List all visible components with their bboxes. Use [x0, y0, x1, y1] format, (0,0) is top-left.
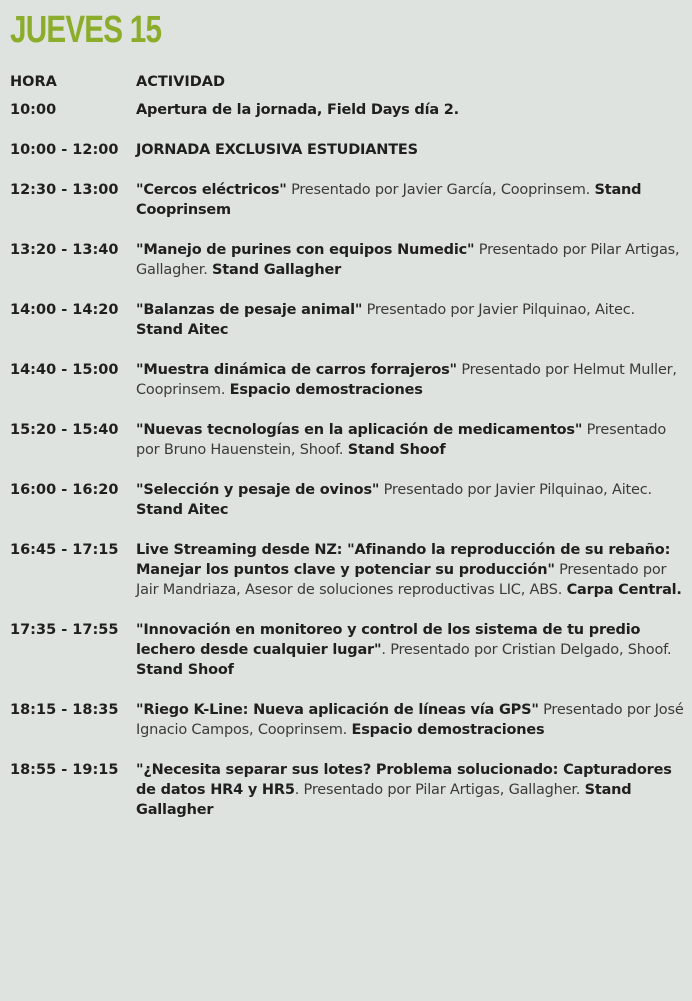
activity-text: Presentado por Javier Pilquinao, Aitec. [362, 302, 635, 318]
activity-text: Presentado por Bruno Hauenstein, Shoof. [136, 422, 667, 458]
row-time: 15:20 - 15:40 [10, 422, 119, 438]
row-activity [136, 760, 684, 820]
day-title: JUEVES 15 [10, 9, 162, 51]
column-header-activity: ACTIVIDAD [136, 74, 226, 90]
table-header [0, 72, 692, 92]
activity-text-bold: Stand Shoof [136, 662, 234, 678]
activity-text-bold: "Muestra dinámica de carros forrajeros" [136, 362, 457, 378]
activity-text-bold: "¿Necesita separar sus lotes? Problema solucionado: Capturadores de datos HR4 y HR5 [136, 762, 672, 798]
activity-text-bold: "Balanzas de pesaje animal" [136, 302, 363, 318]
activity-text-bold: Live Streaming desde NZ: "Afinando la reproducción de su rebaño: Manejar los puntos clave y potenciar su producción" [136, 542, 671, 578]
row-activity [136, 540, 684, 600]
table-row [0, 480, 692, 520]
row-activity [136, 240, 684, 280]
row-time: 13:20 - 13:40 [10, 242, 119, 258]
table-row [0, 100, 692, 120]
row-time: 17:35 - 17:55 [10, 622, 119, 638]
activity-text-bold: Stand Gallagher [136, 782, 632, 818]
row-activity [136, 300, 684, 340]
activity-text-bold: "Selección y pesaje de ovinos" [136, 482, 380, 498]
table-row [0, 700, 692, 740]
table-row [0, 760, 692, 820]
table-row [0, 540, 692, 600]
row-time: 12:30 - 13:00 [10, 182, 119, 198]
activity-text-bold: "Riego K-Line: Nueva aplicación de líneas vía GPS" [136, 702, 539, 718]
activity-text: Presentado por Jair Mandriaza, Asesor de soluciones reproductivas LIC, ABS. [136, 562, 667, 598]
activity-text: Presentado por Pilar Artigas, Gallagher. [136, 242, 680, 278]
activity-text-bold: Stand Aitec [136, 502, 229, 518]
activity-text: . Presentado por Cristian Delgado, Shoof. [381, 642, 672, 658]
row-activity [136, 140, 684, 160]
row-time: 18:55 - 19:15 [10, 762, 119, 778]
row-activity [136, 180, 684, 220]
schedule-table [0, 100, 692, 820]
row-time: 10:00 [10, 102, 57, 118]
row-activity [136, 360, 684, 400]
activity-text-bold: Carpa Central. [566, 582, 682, 598]
activity-text-bold: JORNADA EXCLUSIVA ESTUDIANTES [136, 142, 418, 158]
activity-text: Presentado por José Ignacio Campos, Cooprinsem. [136, 702, 684, 738]
row-activity [136, 100, 684, 120]
activity-text-bold: Stand Shoof [347, 442, 446, 458]
activity-text-bold: Espacio demostraciones [229, 382, 423, 398]
activity-text: Presentado por Helmut Muller, Cooprinsem. [136, 362, 677, 398]
table-row [0, 240, 692, 280]
activity-text-bold: Apertura de la jornada, Field Days día 2. [136, 102, 459, 118]
row-time: 14:00 - 14:20 [10, 302, 119, 318]
table-row [0, 140, 692, 160]
table-row [0, 420, 692, 460]
table-row [0, 620, 692, 680]
activity-text-bold: "Nuevas tecnologías en la aplicación de medicamentos" [136, 422, 583, 438]
activity-text-bold: "Innovación en monitoreo y control de los sistema de tu predio lechero desde cualquier lugar" [136, 622, 641, 658]
activity-text-bold: "Cercos eléctricos" [136, 182, 287, 198]
row-time: 16:00 - 16:20 [10, 482, 119, 498]
row-time: 16:45 - 17:15 [10, 542, 119, 558]
column-header-time: HORA [10, 74, 57, 90]
row-activity [136, 480, 684, 520]
row-time: 14:40 - 15:00 [10, 362, 119, 378]
row-activity [136, 420, 684, 460]
table-row [0, 180, 692, 220]
activity-text-bold: "Manejo de purines con equipos Numedic" [136, 242, 475, 258]
row-activity [136, 700, 684, 740]
row-activity [136, 620, 684, 680]
activity-text-bold: Espacio demostraciones [351, 722, 545, 738]
row-time: 10:00 - 12:00 [10, 142, 119, 158]
table-row [0, 360, 692, 400]
activity-text-bold: Stand Cooprinsem [136, 182, 642, 218]
activity-text: . Presentado por Pilar Artigas, Gallagher. [294, 782, 585, 798]
row-time: 18:15 - 18:35 [10, 702, 119, 718]
table-row [0, 300, 692, 340]
activity-text-bold: Stand Gallagher [212, 262, 342, 278]
activity-text: Presentado por Javier Pilquinao, Aitec. [379, 482, 652, 498]
activity-text-bold: Stand Aitec [136, 322, 229, 338]
activity-text: Presentado por Javier García, Cooprinsem. [286, 182, 595, 198]
